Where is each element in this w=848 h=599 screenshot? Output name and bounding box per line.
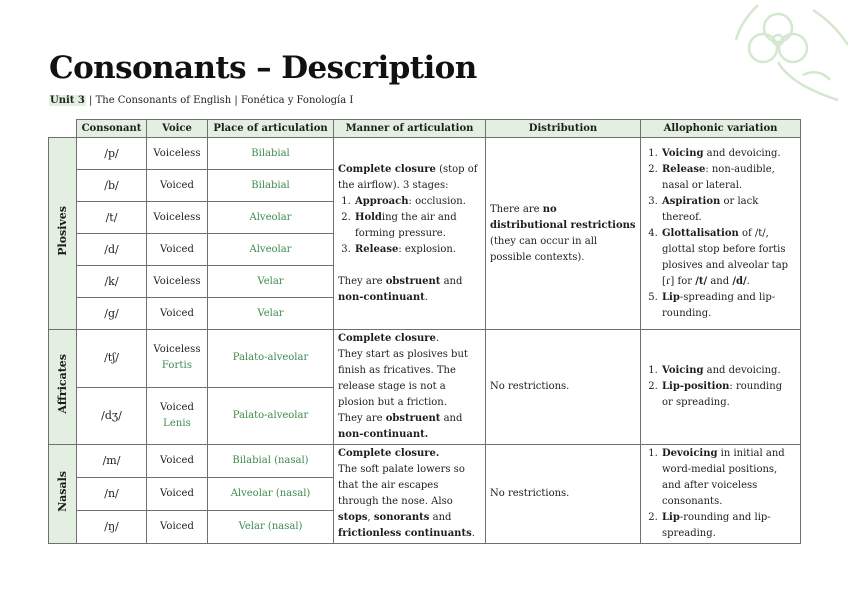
voice-value: Voiceless Fortis: [147, 330, 208, 388]
column-header: Consonant: [77, 120, 147, 138]
place-value: Palato-alveolar: [208, 387, 334, 445]
voice-value: Voiced: [147, 511, 208, 544]
consonant-symbol: /p/: [77, 138, 147, 170]
consonants-table: [48, 119, 801, 544]
distribution-plosives: There are no distributional restrictions (they can occur in all possible contexts).: [486, 138, 641, 330]
voice-value: Voiced: [147, 298, 208, 330]
consonant-symbol: /d/: [77, 234, 147, 266]
group-label-nasals: Nasals: [49, 445, 77, 544]
place-value: Alveolar: [208, 234, 334, 266]
place-value: Velar: [208, 266, 334, 298]
manner-affricates: Complete closure. They start as plosives but finish as fricatives. The release stage is not a plosion but a friction. They are obstruent and non-continuant.: [334, 330, 486, 445]
column-header: Allophonic variation: [641, 120, 801, 138]
consonant-symbol: /dʒ/: [77, 387, 147, 445]
place-value: Bilabial: [208, 170, 334, 202]
subtitle-text: | The Consonants of English | Fonética y Fonología I: [89, 95, 354, 106]
voice-value: Voiced: [147, 445, 208, 478]
consonant-symbol: /n/: [77, 478, 147, 511]
page-title: Consonants – Description: [49, 50, 477, 86]
consonant-symbol: /g/: [77, 298, 147, 330]
manner-nasals: Complete closure. The soft palate lowers so that the air escapes through the nose. Also stops, sonorants and frictionless continuants.: [334, 445, 486, 544]
place-value: Bilabial: [208, 138, 334, 170]
place-value: Velar: [208, 298, 334, 330]
group-label-affricates: Affricates: [49, 330, 77, 445]
consonant-symbol: /b/: [77, 170, 147, 202]
allophonic-affricates: 1. Voicing and devoicing. 2. Lip-position: rounding or spreading.: [641, 330, 801, 445]
distribution-affricates: No restrictions.: [486, 330, 641, 445]
allophonic-nasals: 1. Devoicing in initial and word-medial positions, and after voiceless consonants. 2. Lip-rounding and lip-spreading.: [641, 445, 801, 544]
place-value: Alveolar (nasal): [208, 478, 334, 511]
consonant-symbol: /tʃ/: [77, 330, 147, 388]
table-row: [49, 445, 801, 478]
place-value: Alveolar: [208, 202, 334, 234]
allophonic-plosives: 1. Voicing and devoicing. 2. Release: non-audible, nasal or lateral. 3. Aspiration or lack thereof. 4. Glottalisation of /t/, glottal stop before fortis plosives and alveolar tap [ɾ] for /t/ and /d/. 5. Lip-spreading and lip-rounding.: [641, 138, 801, 330]
manner-plosives: Complete closure (stop of the airflow). 3 stages: 1. Approach: occlusion. 2. Holding the air and forming pressure. 3. Release: explosion. They are obstruent and non-continuant.: [334, 138, 486, 330]
table-row: [49, 138, 801, 170]
voice-value: Voiced: [147, 478, 208, 511]
place-value: Palato-alveolar: [208, 330, 334, 388]
column-header: Manner of articulation: [334, 120, 486, 138]
distribution-nasals: No restrictions.: [486, 445, 641, 544]
voice-value: Voiced: [147, 170, 208, 202]
subtitle: [49, 95, 353, 106]
voice-value: Voiceless: [147, 202, 208, 234]
place-value: Velar (nasal): [208, 511, 334, 544]
consonant-symbol: /m/: [77, 445, 147, 478]
voice-value: Voiced Lenis: [147, 387, 208, 445]
column-header: Place of articulation: [208, 120, 334, 138]
fortis-label: Fortis: [161, 360, 193, 372]
corner-cell: [49, 120, 77, 138]
lenis-label: Lenis: [163, 417, 191, 429]
floral-decoration: [718, 0, 848, 110]
column-header: Voice: [147, 120, 208, 138]
unit-label: Unit 3: [50, 95, 85, 106]
consonant-symbol: /ŋ/: [77, 511, 147, 544]
table-row: [49, 330, 801, 388]
voice-value: Voiced: [147, 234, 208, 266]
voice-value: Voiceless: [147, 266, 208, 298]
consonant-symbol: /t/: [77, 202, 147, 234]
consonant-symbol: /k/: [77, 266, 147, 298]
group-label-plosives: Plosives: [49, 138, 77, 330]
table-header-row: [49, 120, 801, 138]
voice-value: Voiceless: [147, 138, 208, 170]
place-value: Bilabial (nasal): [208, 445, 334, 478]
column-header: Distribution: [486, 120, 641, 138]
